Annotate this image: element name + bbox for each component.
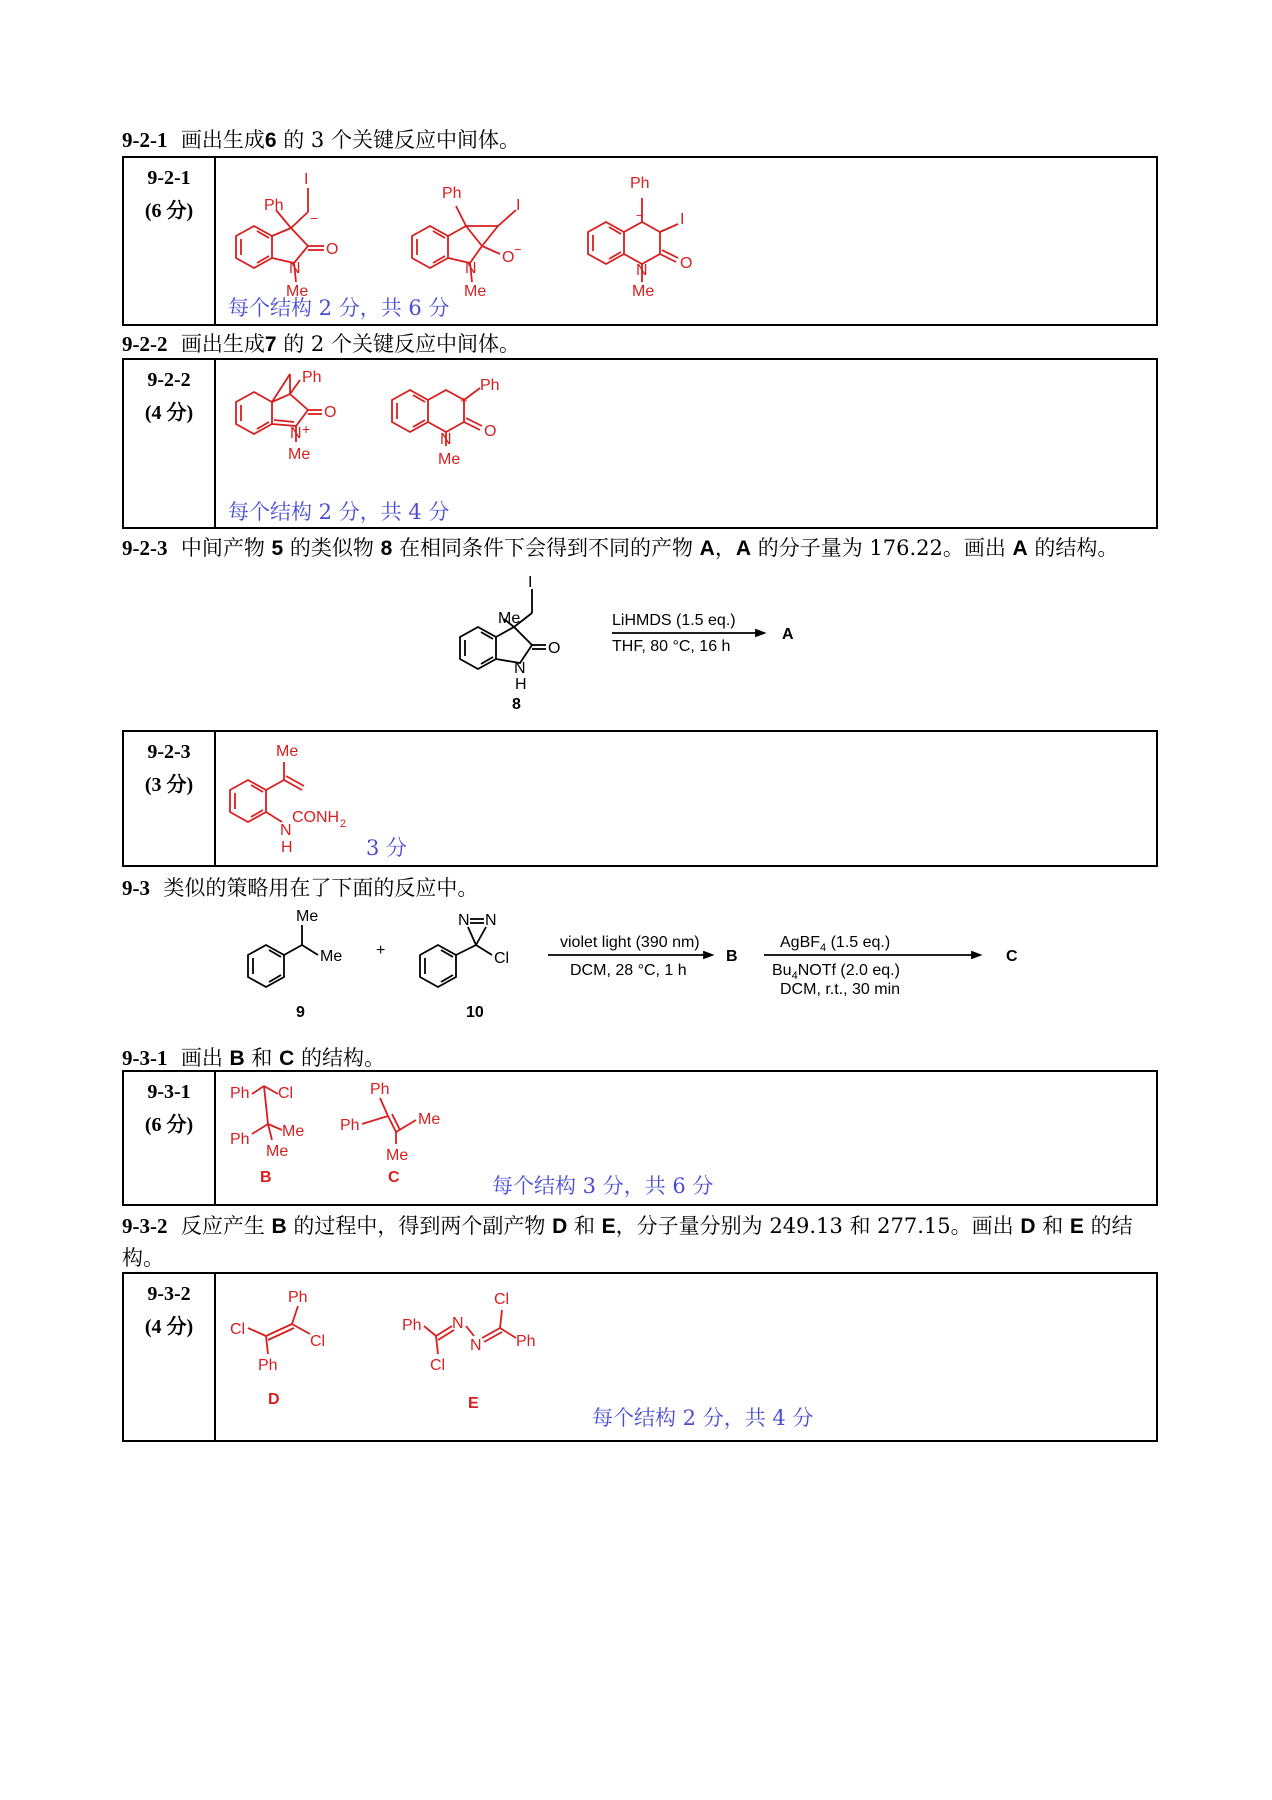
svg-text:I: I	[528, 575, 533, 591]
svg-text:Bu4NOTf (2.0 eq.): $Bu_4NOTf$ (2.0 eq.)	[772, 962, 900, 982]
svg-text:O: O	[484, 423, 497, 440]
compound-label: 10	[466, 1004, 484, 1021]
label-number: 9-2-3	[147, 741, 191, 763]
question-text: 和	[573, 1214, 595, 1238]
svg-text:Ph: Ph	[258, 1357, 278, 1374]
question-text: 画出生成	[180, 332, 265, 356]
svg-text:Me: Me	[286, 283, 309, 300]
label-number: 9-3-1	[147, 1081, 191, 1103]
label-number: 9-2-1	[147, 167, 191, 189]
svg-text:Me: Me	[296, 908, 319, 925]
question-number: 9-2-2	[122, 332, 168, 356]
svg-text:Cl: Cl	[430, 1357, 446, 1374]
question-number: 9-3-2	[122, 1214, 168, 1238]
svg-text:Cl: Cl	[494, 1291, 510, 1308]
question-9-2-2	[122, 328, 520, 358]
question-text: 的结构。	[1034, 536, 1119, 560]
label-points: (6 分)	[144, 1114, 194, 1136]
intermediate-1	[236, 171, 338, 300]
answer-label	[124, 158, 216, 324]
compound-ref: A	[1012, 537, 1028, 560]
structure-C	[340, 1081, 440, 1186]
question-text: 反应产生	[180, 1214, 265, 1238]
label-number: 9-2-2	[147, 369, 191, 391]
condition: THF, 80 °C, 16 h	[612, 638, 731, 655]
answer-content	[216, 732, 1156, 865]
svg-text:Me: Me	[438, 451, 461, 468]
svg-text:N: N	[452, 1315, 464, 1332]
intermediate-1	[236, 369, 336, 463]
answer-content	[216, 158, 1156, 324]
svg-text:Me: Me	[464, 283, 487, 300]
svg-text:N: N	[485, 912, 497, 929]
compound-ref: D	[1020, 1215, 1036, 1238]
label-number: 9-3-2	[147, 1283, 191, 1305]
svg-text:CONH: CONH	[292, 809, 340, 826]
structure-label: C	[388, 1169, 400, 1186]
svg-text:Me: Me	[418, 1111, 441, 1128]
reagent: LiHMDS (1.5 eq.)	[612, 612, 736, 629]
structure-B	[230, 1085, 304, 1186]
question-text: 画出	[180, 1046, 223, 1070]
svg-text:Cl: Cl	[494, 950, 510, 967]
compound-ref: 6	[264, 129, 277, 152]
svg-text:H: H	[515, 676, 527, 693]
svg-text:Ph: Ph	[516, 1333, 536, 1350]
question-9-3-2	[122, 1210, 1133, 1240]
score-note: 每个结构 2 分，共 4 分	[592, 1406, 814, 1430]
svg-text:N: N	[280, 822, 292, 839]
score-note: 每个结构 2 分，共 6 分	[228, 296, 450, 320]
svg-text:Ph: Ph	[370, 1081, 390, 1098]
svg-text:O: O	[326, 241, 339, 258]
compound-ref: B	[229, 1047, 245, 1070]
answer-box-9-2-2	[122, 358, 1158, 529]
svg-text:I: I	[516, 197, 521, 214]
svg-text:Ph: Ph	[630, 175, 650, 192]
svg-text:Cl: Cl	[230, 1321, 246, 1338]
question-9-2-1	[122, 124, 520, 154]
svg-text:I: I	[680, 211, 685, 228]
label-points: (3 分)	[144, 774, 194, 796]
svg-text:Ph: Ph	[230, 1085, 250, 1102]
intermediate-2	[412, 185, 522, 300]
svg-text:2: 2	[340, 818, 347, 830]
question-text: 的过程中，得到两个副产物	[293, 1214, 546, 1238]
svg-text:O: O	[502, 249, 515, 266]
svg-text:+: +	[460, 393, 468, 408]
compound-ref: 8	[380, 537, 393, 560]
question-text: 和	[251, 1046, 273, 1070]
question-text: ，	[714, 536, 736, 560]
plus-sign: +	[376, 942, 386, 959]
question-text: 构。	[122, 1246, 164, 1270]
svg-text:N: N	[289, 260, 301, 277]
label-points: (4 分)	[144, 1316, 194, 1338]
svg-text:Me: Me	[276, 743, 299, 760]
svg-text:N: N	[458, 912, 470, 929]
compound-ref: C	[279, 1047, 295, 1070]
question-text: 在相同条件下会得到不同的产物	[398, 536, 693, 560]
answer-label	[124, 1072, 216, 1204]
score-note: 每个结构 2 分，共 4 分	[228, 500, 450, 524]
question-number: 9-2-1	[122, 128, 168, 152]
svg-text:N: N	[290, 425, 302, 442]
answer-content	[216, 1274, 1156, 1440]
question-text: ，分子量分别为 249.13 和 277.15。画出	[615, 1214, 1014, 1238]
compound-ref: E	[1069, 1215, 1084, 1238]
svg-text:O: O	[324, 404, 337, 421]
product-label: B	[726, 948, 738, 965]
question-text: 的结	[1090, 1214, 1133, 1238]
answer-box-9-3-1	[122, 1070, 1158, 1206]
condition: DCM, r.t., 30 min	[780, 981, 901, 998]
svg-text:+: +	[302, 421, 311, 437]
svg-text:AgBF4 (1.5 eq.): AgBF$_4$ (1.5 eq.)	[780, 934, 891, 954]
reagent: violet light (390 nm)	[560, 934, 700, 951]
svg-text:N: N	[470, 1337, 482, 1354]
svg-text:Cl: Cl	[310, 1333, 326, 1350]
intermediate-3	[588, 175, 692, 300]
svg-text:N: N	[465, 260, 477, 277]
svg-text:Ph: Ph	[264, 197, 284, 214]
svg-text:Me: Me	[288, 446, 311, 463]
question-text: 和	[1042, 1214, 1064, 1238]
reaction-scheme-1	[440, 575, 840, 715]
intermediate-2	[392, 377, 500, 468]
question-9-3	[122, 872, 478, 902]
structure-label: D	[268, 1391, 280, 1408]
svg-text:Ph: Ph	[442, 185, 462, 202]
question-text: 的分子量为 176.22。画出	[757, 536, 1006, 560]
svg-text:−: −	[636, 208, 644, 223]
svg-text:Ph: Ph	[480, 377, 500, 394]
svg-text:N: N	[636, 262, 648, 279]
svg-text:Ph: Ph	[302, 369, 322, 386]
svg-text:Me: Me	[266, 1143, 289, 1160]
svg-text:Me: Me	[386, 1147, 409, 1164]
label-points: (6 分)	[144, 200, 194, 222]
svg-text:N: N	[440, 431, 452, 448]
svg-text:Ph: Ph	[288, 1289, 308, 1306]
score-note: 每个结构 3 分，共 6 分	[492, 1174, 714, 1198]
structure-label: E	[468, 1395, 479, 1412]
structure-E	[402, 1291, 536, 1412]
answer-box-9-2-3	[122, 730, 1158, 867]
svg-text:Me: Me	[498, 610, 521, 627]
svg-text:Ph: Ph	[402, 1317, 422, 1334]
svg-text:H: H	[281, 839, 293, 856]
question-number: 9-3-1	[122, 1046, 168, 1070]
compound-ref: D	[552, 1215, 568, 1238]
answer-content	[216, 1072, 1156, 1204]
question-9-2-3	[122, 532, 1118, 562]
question-9-3-2-line2	[122, 1242, 164, 1272]
svg-text:Ph: Ph	[230, 1131, 250, 1148]
svg-text:Me: Me	[632, 283, 655, 300]
structure-D	[230, 1289, 325, 1408]
question-text: 画出生成	[180, 128, 265, 152]
label-points: (4 分)	[144, 402, 194, 424]
answer-box-9-3-2	[122, 1272, 1158, 1442]
condition: DCM, 28 °C, 1 h	[570, 962, 687, 979]
compound-ref: A	[735, 537, 752, 560]
question-text: 的类似物	[289, 536, 374, 560]
answer-label	[124, 360, 216, 527]
compound-label: 8	[512, 696, 521, 713]
product-label: A	[782, 626, 794, 643]
question-text: 的 2 个关键反应中间体。	[283, 332, 520, 356]
svg-text:Me: Me	[320, 948, 343, 965]
answer-label	[124, 732, 216, 865]
compound-ref: B	[271, 1215, 287, 1238]
compound-ref: 7	[264, 333, 277, 356]
question-number: 9-3	[122, 876, 150, 900]
product-label: C	[1006, 948, 1018, 965]
svg-text:−: −	[310, 210, 319, 226]
reaction-scheme-2	[240, 905, 1040, 1025]
answer-content	[216, 360, 1156, 527]
compound-ref: E	[601, 1215, 616, 1238]
svg-text:Ph: Ph	[340, 1117, 360, 1134]
question-number: 9-2-3	[122, 536, 168, 560]
svg-text:Cl: Cl	[278, 1085, 294, 1102]
svg-text:O: O	[548, 640, 561, 657]
compound-ref: 5	[271, 537, 284, 560]
question-text: 的 3 个关键反应中间体。	[283, 128, 520, 152]
answer-label	[124, 1274, 216, 1440]
question-text: 类似的策略用在了下面的反应中。	[163, 876, 479, 900]
svg-text:O: O	[680, 255, 693, 272]
question-text: 的结构。	[300, 1046, 385, 1070]
question-text: 中间产物	[180, 536, 265, 560]
compound-label: 9	[296, 1004, 305, 1021]
svg-text:I: I	[304, 171, 309, 188]
answer-box-9-2-1	[122, 156, 1158, 326]
compound-ref: A	[699, 537, 715, 560]
svg-text:−: −	[514, 242, 522, 257]
structure-label: B	[260, 1169, 272, 1186]
score-note: 3 分	[366, 836, 408, 860]
svg-text:N: N	[514, 660, 526, 677]
question-9-3-1	[122, 1042, 385, 1072]
svg-text:Me: Me	[282, 1123, 305, 1140]
